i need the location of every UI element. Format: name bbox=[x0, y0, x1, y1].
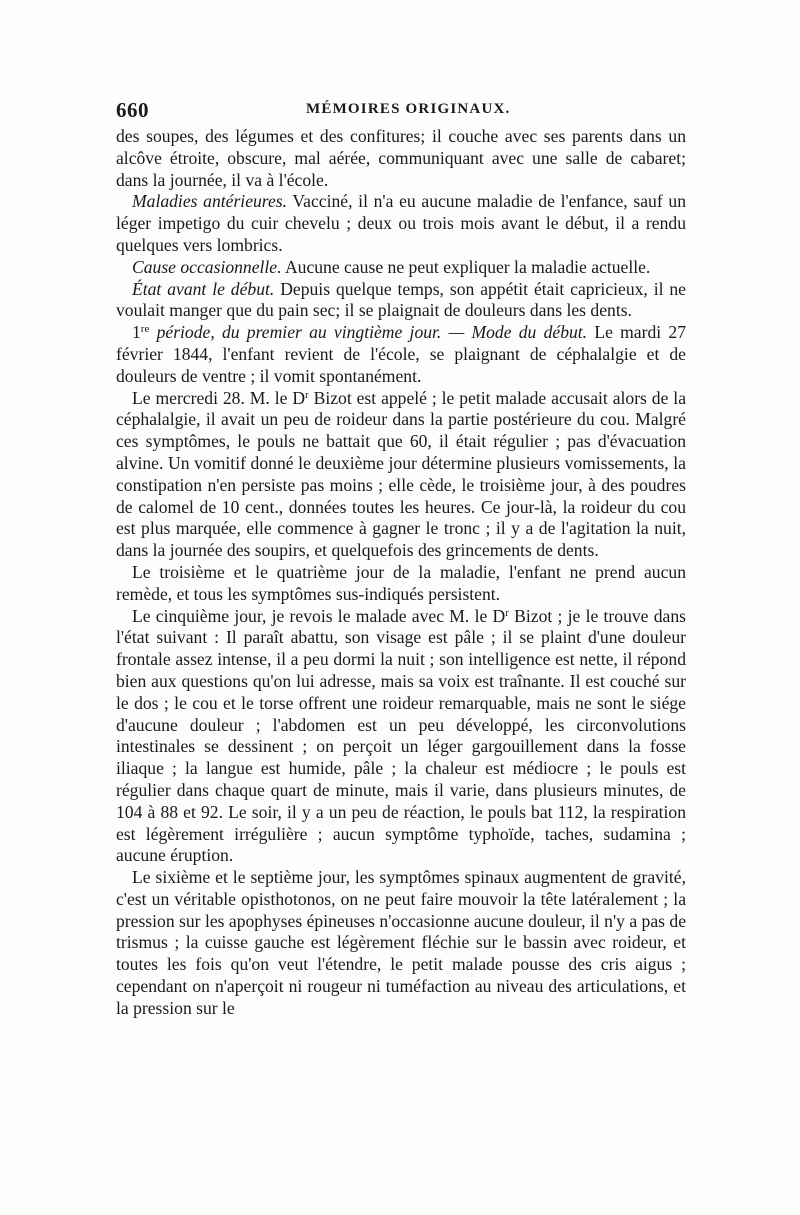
paragraph-prior-illnesses bbox=[116, 191, 686, 256]
paragraph-diet bbox=[116, 126, 686, 191]
paragraph-sixth-seventh-day bbox=[116, 867, 686, 1020]
section-heading: période, du premier au vingtième jour. — bbox=[149, 322, 472, 343]
paragraph-text: Le cinquième jour, je revois le malade avec M. le D bbox=[132, 605, 506, 626]
paragraph-first-period bbox=[116, 322, 686, 387]
section-heading: Cause occasionnelle. bbox=[132, 256, 282, 277]
paragraph-text: Depuis quelque temps, son appétit était capricieux, il ne voulait manger que du pain sec; il se plaignait de douleurs dans les dents. bbox=[116, 278, 686, 321]
subsection-heading: Mode du début. bbox=[471, 322, 588, 343]
section-heading: Maladies antérieures. bbox=[132, 191, 288, 212]
paragraph-cause bbox=[116, 257, 686, 279]
paragraph-text: Bizot ; je le trouve dans l'état suivant : Il paraît abattu, son visage est pâle ; il se plaint d'une douleur frontale assez intense, il a peu dormi la nuit ; son intelligence est nette, il répond bien aux questions qu'on lui adresse, mais sa voix est traînante. Il est couché sur le dos ; le cou et le torse offrent une roideur remarquable, mais ne sont le siége d'aucune douleur ; l'abdomen est un peu développé, les circonvolutions intestinales se dessinent ; on perçoit un léger gargouillement dans la fosse iliaque ; la langue est humide, pâle ; la chaleur est médiocre ; le pouls est régulier dans chaque quart de minute, mais il varie, dans plusieurs minutes, de 104 à 88 et 92. Le soir, il y a un peu de réaction, le pouls bat 112, la respiration est légèrement irrégulière ; aucun symptôme typhoïde, taches, sudamina ; aucune éruption. bbox=[116, 605, 686, 866]
paragraph-text: Le sixième et le septième jour, les symptômes spinaux augmentent de gravité, c'est un véritable opisthotonos, on ne peut faire mouvoir la tête latéralement ; la pression sur les apophyses épineuses n'occasionne aucune douleur, il n'y a pas de trismus ; la cuisse gauche est légèrement fléchie sur le bassin avec roideur, et toutes les fois qu'on veut l'étendre, le petit malade pousse des cris aigus ; cependant on n'aperçoit ni rougeur ni tuméfaction au niveau des articulations, et la pression sur le bbox=[116, 867, 686, 1018]
paragraph-text: des soupes, des légumes et des confitures; il couche avec ses parents dans un alcôve étroite, obscure, mal aérée, communiquant avec une salle de cabaret; dans la journée, il va à l'école. bbox=[116, 126, 686, 190]
page-header bbox=[116, 98, 686, 126]
section-heading: État avant le début. bbox=[132, 278, 275, 299]
paragraph-text: Aucune cause ne peut expliquer la maladie actuelle. bbox=[281, 256, 651, 277]
paragraph-wednesday bbox=[116, 388, 686, 562]
paragraph-text: Le mercredi 28. M. le D bbox=[132, 387, 306, 408]
paragraph-text: Vacciné, il n'a eu aucune maladie de l'enfance, sauf un léger impetigo du cuir chevelu ; deux ou trois mois avant le début, il a rendu quelques vers lombrics. bbox=[116, 191, 686, 255]
paragraph-fifth-day bbox=[116, 606, 686, 868]
paragraph-text: Bizot est appelé ; le petit malade accusait alors de la céphalalgie, il avait un peu de roideur dans la partie postérieure du cou. Malgré ces symptômes, le pouls ne battait que 60, il était régulier ; pas d'évacuation alvine. Un vomitif donné le deuxième jour détermine plusieurs vomissements, la constipation n'en persiste pas moins ; elle cède, le troisième jour, à des poudres de calomel de 10 cent., données toutes les heures. Ce jour-là, la roideur du cou est plus marquée, elle commence à gagner le tronc ; il y a de l'agitation la nuit, dans la journée des soupirs, et quelquefois des grincements de dents. bbox=[116, 387, 687, 561]
body-text bbox=[116, 126, 686, 1020]
paragraph-text: Le mardi 27 février 1844, l'enfant revient de l'école, se plaignant de céphalalgie et de douleurs de ventre ; il vomit spontanément. bbox=[116, 322, 686, 386]
doctor-superscript: r bbox=[305, 388, 309, 401]
ordinal-superscript: re bbox=[140, 323, 150, 336]
paragraph-third-fourth-day bbox=[116, 562, 686, 606]
page-number: 660 bbox=[116, 98, 149, 122]
ordinal-number: 1 bbox=[132, 322, 141, 343]
paragraph-state-before bbox=[116, 279, 686, 323]
doctor-superscript: r bbox=[505, 606, 509, 619]
running-title: MÉMOIRES ORIGINAUX. bbox=[306, 101, 511, 117]
paragraph-text: Le troisième et le quatrième jour de la maladie, l'enfant ne prend aucun remède, et tous les symptômes sus-indiqués persistent. bbox=[116, 561, 686, 604]
